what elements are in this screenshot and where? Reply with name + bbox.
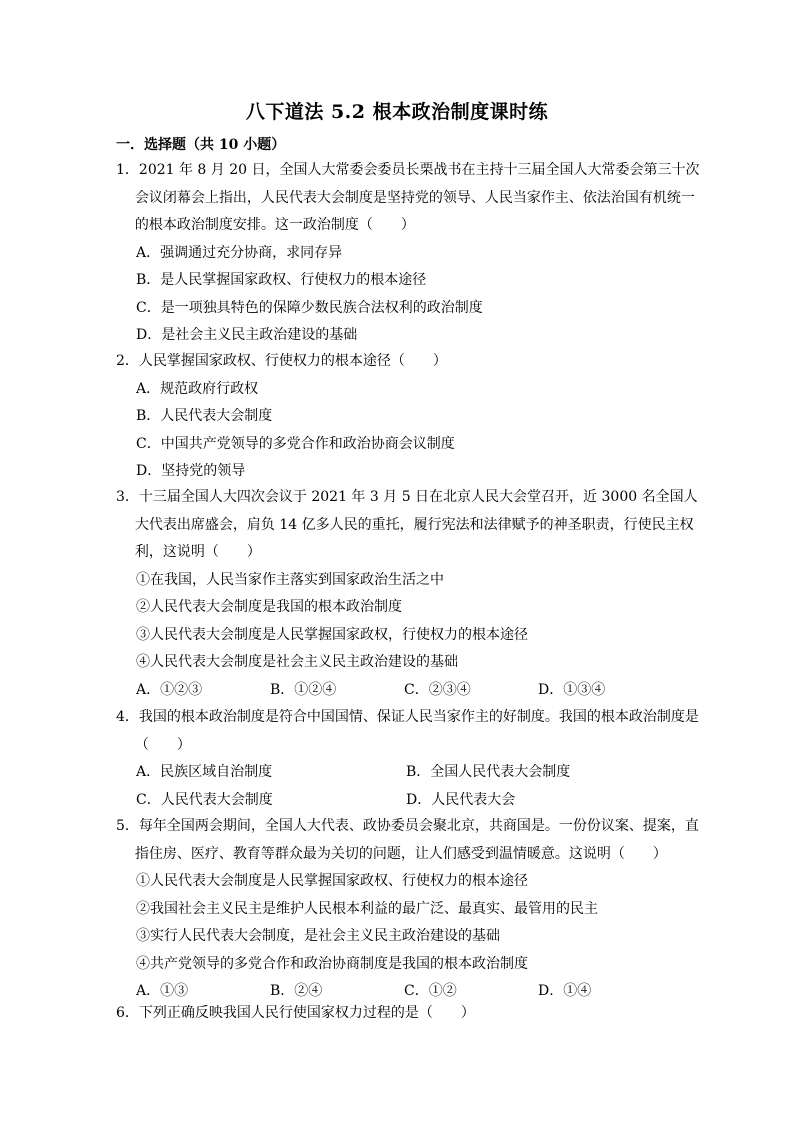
option-c: C．是一项独具特色的保障少数民族合法权利的政治制度	[136, 299, 483, 316]
option-a: A．①②③	[136, 681, 203, 698]
question-stem: 2．人民掌握国家政权、行使权力的根本途径（ ）	[116, 353, 447, 369]
question-5	[116, 813, 702, 1006]
statement-2: ②我国社会主义民主是维护人民根本利益的最广泛、最真实、最管用的民主	[136, 900, 598, 917]
options-row	[116, 759, 702, 787]
option-a: A．规范政府行政权	[136, 380, 259, 397]
statement-2: ②人民代表大会制度是我国的根本政治制度	[136, 599, 402, 615]
question-2	[116, 348, 702, 486]
options-row	[116, 677, 702, 705]
option-a: A．①③	[136, 983, 189, 999]
option-b: B．是人民掌握国家政权、行使权力的根本途径	[136, 272, 427, 288]
question-stem: 6．下列正确反映我国人民行使国家权力过程的是（ ）	[116, 1005, 475, 1021]
statement-1: ①人民代表大会制度是人民掌握国家政权、行使权力的根本途径	[136, 873, 528, 889]
option-d: D．①④	[538, 983, 592, 999]
option-b: B．②④	[270, 983, 323, 999]
question-stem: 3．十三届全国人大四次会议于 2021 年 3 月 5 日在北京人民大会堂召开，近 3000 名全国人大代表出席盛会，肩负 14 亿多人民的重托，履行宪法和法律赋予的神圣职责，行使民主权利，这说明（ ）	[116, 489, 698, 560]
option-c: C．中国共产党领导的多党合作和政治协商会议制度	[136, 435, 455, 452]
option-d: D．①③④	[538, 681, 606, 698]
section-heading: 一．选择题（共 10 小题）	[116, 137, 286, 153]
option-c: C．①②	[404, 983, 457, 999]
option-b: B．人民代表大会制度	[136, 408, 273, 424]
option-a: A．民族区域自治制度	[136, 764, 273, 780]
option-c: C．②③④	[404, 681, 471, 698]
option-c: C．人民代表大会制度	[136, 791, 273, 808]
question-stem: 1．2021 年 8 月 20 日，全国人大常委会委员长栗战书在主持十三届全国人大常委会第三十次会议闭幕会上指出，人民代表大会制度是坚持党的领导、人民当家作主、依法治国有机统一的根本政治制度安排。这一政治制度（ ）	[116, 162, 700, 233]
option-a: A．强调通过充分协商，求同存异	[136, 244, 343, 261]
options-row	[116, 787, 702, 815]
option-d: D．坚持党的领导	[136, 463, 246, 479]
statement-3: ③实行人民代表大会制度，是社会主义民主政治建设的基础	[136, 928, 500, 944]
question-3	[116, 484, 702, 704]
option-b: B．①②④	[270, 681, 337, 698]
question-stem: 5．每年全国两会期间，全国人大代表、政协委员会聚北京，共商国是。一份份议案、提案，直指住房、医疗、教育等群众最为关切的问题，让人们感受到温情暖意。这说明（ ）	[116, 818, 699, 862]
question-4	[116, 704, 702, 814]
question-6	[116, 1000, 702, 1028]
document-title: 八下道法 5.2 根本政治制度课时练	[245, 101, 549, 123]
question-1	[116, 157, 702, 350]
statement-1: ①在我国，人民当家作主落实到国家政治生活之中	[136, 571, 444, 588]
question-stem: 4．我国的根本政治制度是符合中国国情、保证人民当家作主的好制度。我国的根本政治制度是（ ）	[116, 709, 699, 753]
option-d: D．是社会主义民主政治建设的基础	[136, 327, 358, 343]
option-d: D．人民代表大会	[406, 791, 516, 808]
statement-4: ④共产党领导的多党合作和政治协商制度是我国的根本政治制度	[136, 955, 528, 972]
option-b: B．全国人民代表大会制度	[406, 764, 571, 780]
statement-4: ④人民代表大会制度是社会主义民主政治建设的基础	[136, 654, 458, 670]
statement-3: ③人民代表大会制度是人民掌握国家政权，行使权力的根本途径	[136, 626, 528, 643]
